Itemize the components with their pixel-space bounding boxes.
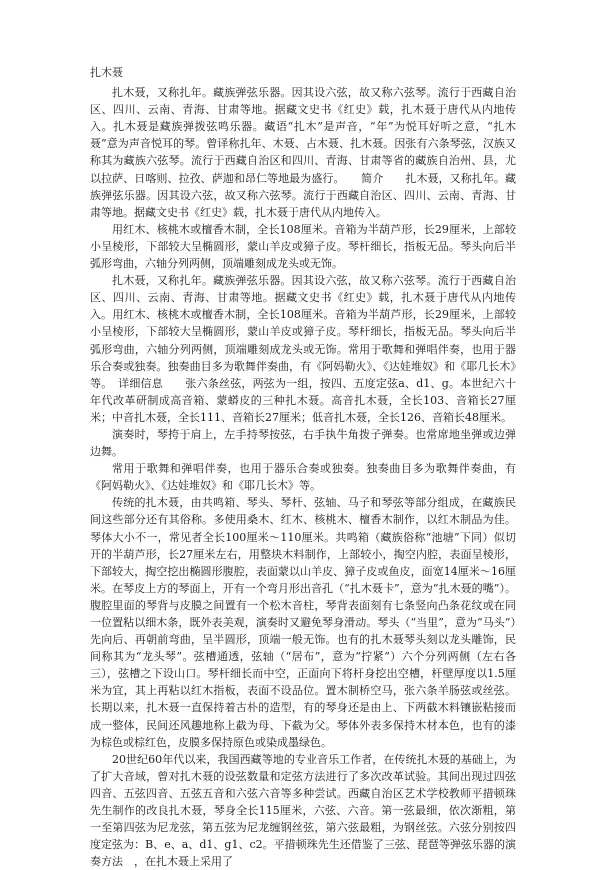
- document-title: 扎木聂: [90, 66, 123, 79]
- paragraph-details: 扎木聂，又称扎年。藏族弹弦乐器。因其设六弦，故又称六弦琴。流行于西藏自治区、四川、云南、青海、甘肃等地。据藏文史书《红史》载，扎木聂于唐代从内地传入。用红木、核桃木或檀香木制，全长108厘米。音箱为半葫芦形，长29厘米，上部较小呈棱形，下部较大呈椭圆形，蒙山羊皮或獐子皮。琴杆细长，指板无品。琴头向后半弧形弯曲，六轴分列两侧，顶端雕刻成龙头或无饰。常用于歌舞和弹唱伴奏，也用于器乐合奏或独奏。独奏曲目多为歌舞伴奏曲，有《阿妈勒火》、《达娃堆奴》和《耶几长木》等。 详细信息 张六条丝弦，两弦为一组，按四、五度定弦a、d1、g。本世纪六十年代改革研制成高音箱、蒙蟒皮的三种扎木聂。高音扎木聂，全长103、音箱长27厘米；中音扎木聂，全长111、音箱长27厘米；低音扎木聂，全长126、音箱长48厘米。: [90, 274, 516, 424]
- paragraph-playing-method: 演奏时，琴挎于肩上，左手持琴按弦，右手执牛角拨子弹奏。也常席地坐弹或边弹边舞。: [90, 427, 516, 459]
- paragraph-materials: 用红木、核桃木或檀香木制，全长108厘米。音箱为半葫芦形，长29厘米，上部较小呈棱形，下部较大呈椭圆形，蒙山羊皮或獐子皮。琴杆细长，指板无品。琴头向后半弧形弯曲，六轴分列两侧，顶端雕刻成龙头或无饰。: [90, 222, 516, 271]
- paragraph-reform: 20世纪60年代以来，我国西藏等地的专业音乐工作者，在传统扎木聂的基础上，为了扩大音域，曾对扎木聂的设弦数量和定弦方法进行了多次改革试验。其间出现过四弦四音、五弦四音、五弦五音和六弦六音等多种尝试。西藏自治区艺术学校教师平措顿珠先生制作的改良扎木聂，琴身全长115厘米，六弦、六音。第一弦最细，依次渐粗，第一至第四弦为尼龙弦，第五弦为尼龙缠钢丝弦，第六弦最粗，为钢丝弦。六弦分别按四度定弦为：B、e、a、d1、g1、c2。平措顿珠先生还借鉴了三弦、琵琶等弹弦乐器的演奏方法 ，在扎木聂上采用了: [90, 752, 516, 869]
- paragraph-overview: 扎木聂，又称扎年。藏族弹弦乐器。因其设六弦，故又称六弦琴。流行于西藏自治区、四川、云南、青海、甘肃等地。据藏文史书《红史》载，扎木聂于唐代从内地传入。扎木聂是藏族弹拨弦鸣乐器。藏语“扎木”是声音，“年”为悦耳好听之意，“扎木聂”意为声音悦耳的琴。曾译称扎年、木聂、占木聂、扎木聂。因张有六条琴弦，汉族又称其为藏族六弦琴。流行于西藏自治区和四川、青海、甘肃等省的藏族自治州、县，尤以拉萨、日喀则、拉孜、萨迦和昂仁等地最为盛行。 简介 扎木聂，又称扎年。藏族弹弦乐器。因其设六弦，故又称六弦琴。流行于西藏自治区、四川、云南、青海、甘肃等地。据藏文史书《红史》载，扎木聂于唐代从内地传入。: [90, 86, 516, 219]
- paragraph-usage: 常用于歌舞和弹唱伴奏，也用于器乐合奏或独奏。独奏曲目多为歌舞伴奏曲，有《阿妈勒火》、《达娃堆奴》和《耶几长木》等。: [90, 462, 516, 493]
- document-body: [90, 64, 516, 870]
- paragraph-structure: 传统的扎木聂，由共鸣箱、琴头、琴杆、弦轴、马子和琴弦等部分组成，在藏族民间这些部分还有其俗称。多使用桑木、红木、核桃木、檀香木制作，以红木制品为佳。琴体大小不一，常见者全长100厘米～110厘米。共鸣箱（藏族俗称“池塘”下同）似切开的半葫芦形，长27厘米左右，用整块木料制作，上部较小，掏空内腔，表面呈棱形，下部较大，掏空挖出椭圆形腹腔，表面蒙以山羊皮、獐子皮或鱼皮，面宽14厘米～16厘米。在琴皮上方的琴面上，开有一个弯月形出音孔（“扎木聂卡”，意为“扎木聂的嘴”）。腹腔里面的琴背与皮膜之间置有一个松木音柱，琴背表面刻有七条竖向凸条花纹或在同一位置粘以细木条，既外表美观，演奏时又避免琴身滑动。琴头（“当里”，意为“马头”）先向后、再朝前弯曲，呈半圆形，顶端一般无饰。也有的扎木聂琴头刻以龙头雕饰，民间称其为“龙头琴”。弦槽通透，弦轴（“居布”，意为“拧紧”）六个分列两侧（左右各三），弦槽之下设山口。琴杆细长而中空，正面向下将杆身挖出空槽，杆壁厚度以1.5厘米为宜，其上再粘以红木指板，表面不设品位。置木制桥空马，张六条羊肠弦或丝弦。长期以来，扎木聂一直保持着古朴的造型，有的琴身还是由上、下两截木料镶嵌粘接而成一整体，民间还风趣地称上截为母、下截为父。琴体外表多保持木材本色，也有的漆为棕色或棕红色，皮膜多保持原色或染成墨绿色。: [90, 496, 516, 749]
